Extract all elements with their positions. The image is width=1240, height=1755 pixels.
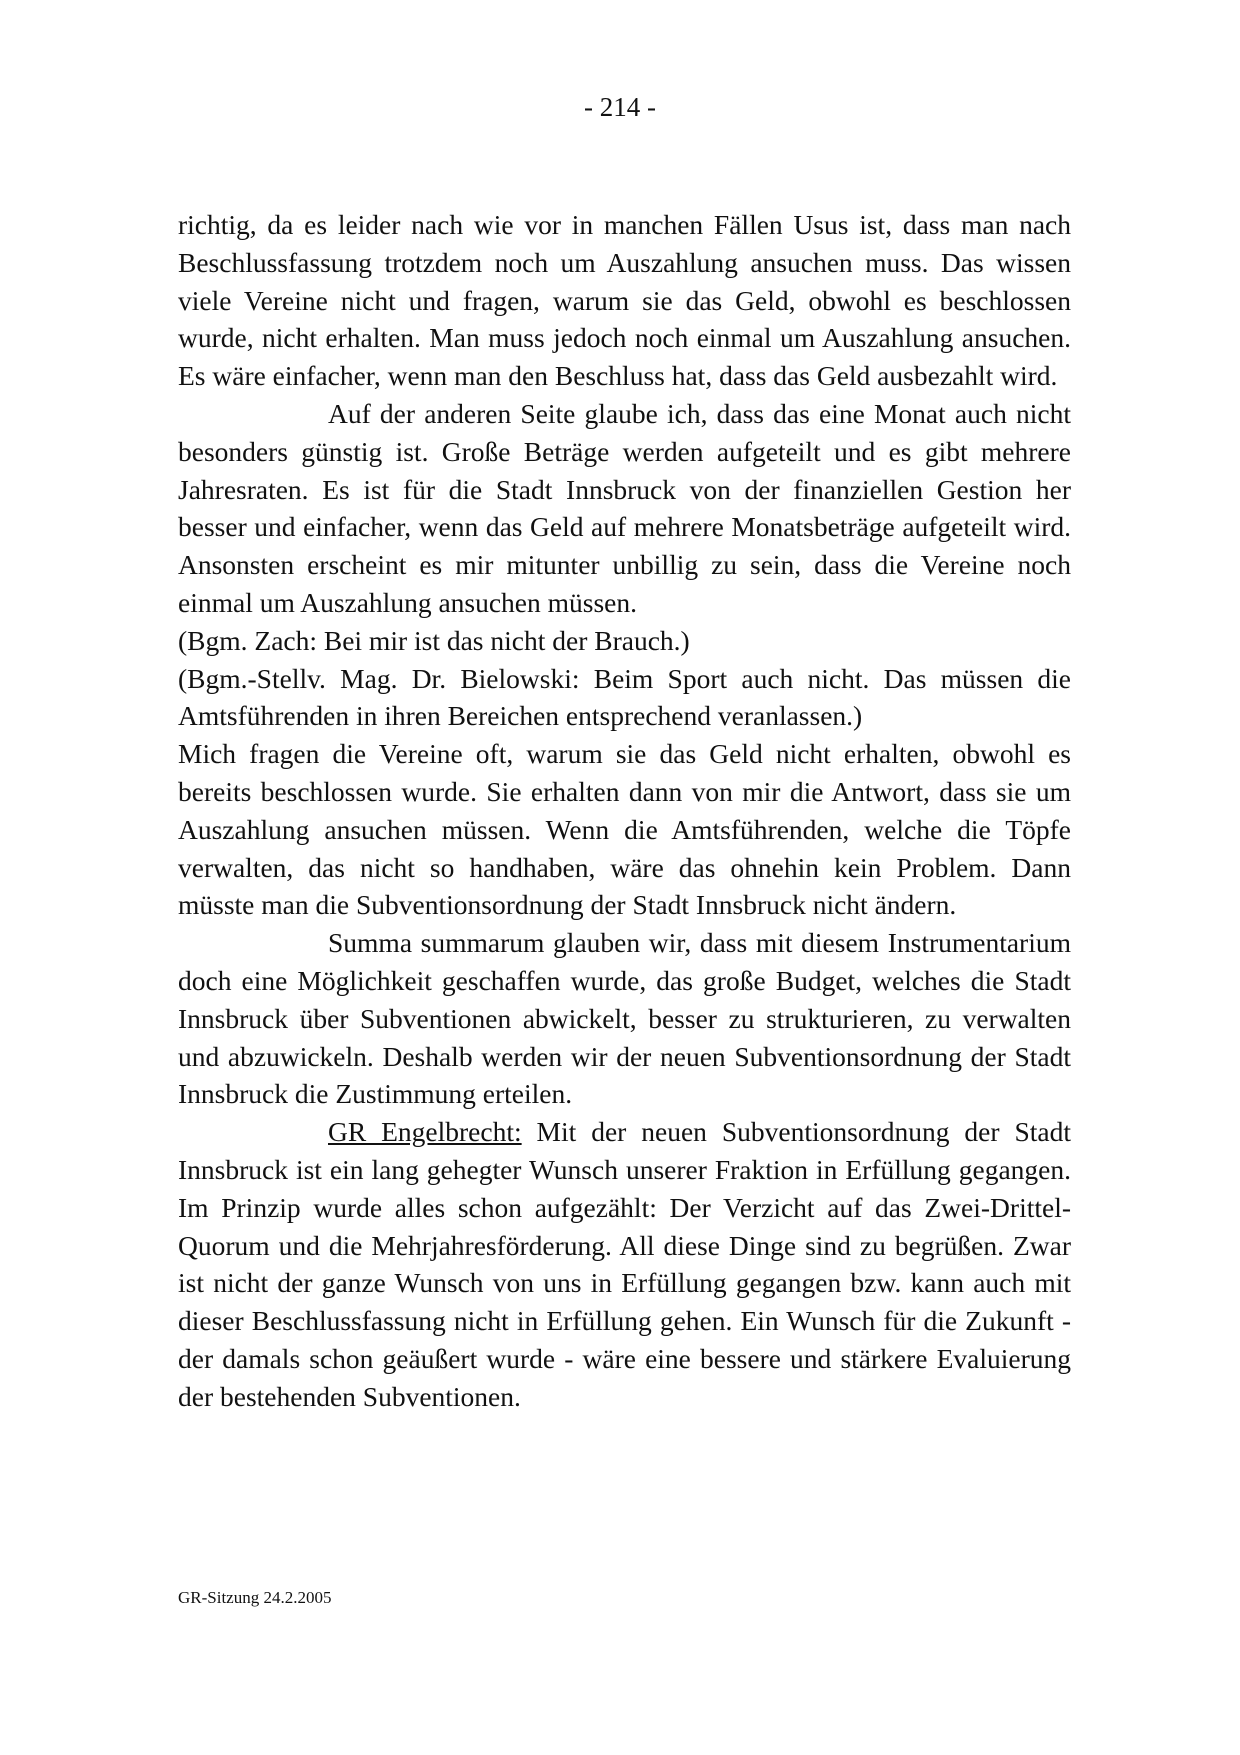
footer: GR-Sitzung 24.2.2005 [178,1588,332,1607]
interjection: (Bgm.-Stellv. Mag. Dr. Bielowski: Beim Sport auch nicht. Das müssen die Amtsführenden in ihren Bereichen entsprechend veranlassen.) [178,662,1071,732]
interjection: (Bgm. Zach: Bei mir ist das nicht der Brauch.) [178,624,690,656]
speech-paragraph [178,1113,1071,1415]
paragraph: Summa summarum glauben wir, dass mit diesem Instrumentarium doch eine Möglichkeit geschaffen wurde, das große Budget, welches die Stadt Innsbruck über Subventionen abwickelt, besser zu strukturieren, zu verwalten und abzuwickeln. Deshalb werden wir der neuen Subventionsordnung der Stadt Innsbruck die Zustimmung erteilen. [178,927,1071,1110]
speech-text: Mit der neuen Subventionsordnung der Stadt Innsbruck ist ein lang gehegter Wunsch unserer Fraktion in Erfüllung gegangen. Im Prinzip wurde alles schon aufgezählt: Der Verzicht auf das Zwei-Drittel-Quorum und die Mehrjahresförderung. All diese Dinge sind zu begrüßen. Zwar ist nicht der ganze Wunsch von uns in Erfüllung gegangen bzw. kann auch mit dieser Beschlussfassung nicht in Erfüllung gehen. Ein Wunsch für die Zukunft - der damals schon geäußert wurde - wäre eine bessere und stärkere Evaluierung der bestehenden Subventionen. [178,1116,1071,1412]
page-number: - 214 - [584,92,656,122]
paragraph: richtig, da es leider nach wie vor in manchen Fällen Usus ist, dass man nach Beschlussfassung trotzdem noch um Auszahlung ansuchen muss. Das wissen viele Vereine nicht und fragen, warum sie das Geld, obwohl es beschlossen wurde, nicht erhalten. Man muss jedoch noch einmal um Auszahlung ansuchen. Es wäre einfacher, wenn man den Beschluss hat, dass das Geld ausbezahlt wird. [178,209,1071,392]
speaker-name: GR Engelbrecht: [328,1116,522,1148]
document-body [178,206,1071,1416]
paragraph: Auf der anderen Seite glaube ich, dass das eine Monat auch nicht besonders günstig ist. Große Beträge werden aufgeteilt und es gibt mehrere Jahresraten. Es ist für die Stadt Innsbruck von der finanziellen Gestion her besser und einfacher, wenn das Geld auf mehrere Monatsbeträge aufgeteilt wird. Ansonsten erscheint es mir mitunter unbillig zu sein, dass die Vereine noch einmal um Auszahlung ansuchen müssen. [178,397,1071,618]
paragraph: Mich fragen die Vereine oft, warum sie das Geld nicht erhalten, obwohl es bereits beschlossen wurde. Sie erhalten dann von mir die Antwort, dass sie um Auszahlung ansuchen müssen. Wenn die Amtsführenden, welche die Töpfe verwalten, das nicht so handhaben, wäre das ohnehin kein Problem. Dann müsste man die Subventionsordnung der Stadt Innsbruck nicht ändern. [178,738,1071,921]
